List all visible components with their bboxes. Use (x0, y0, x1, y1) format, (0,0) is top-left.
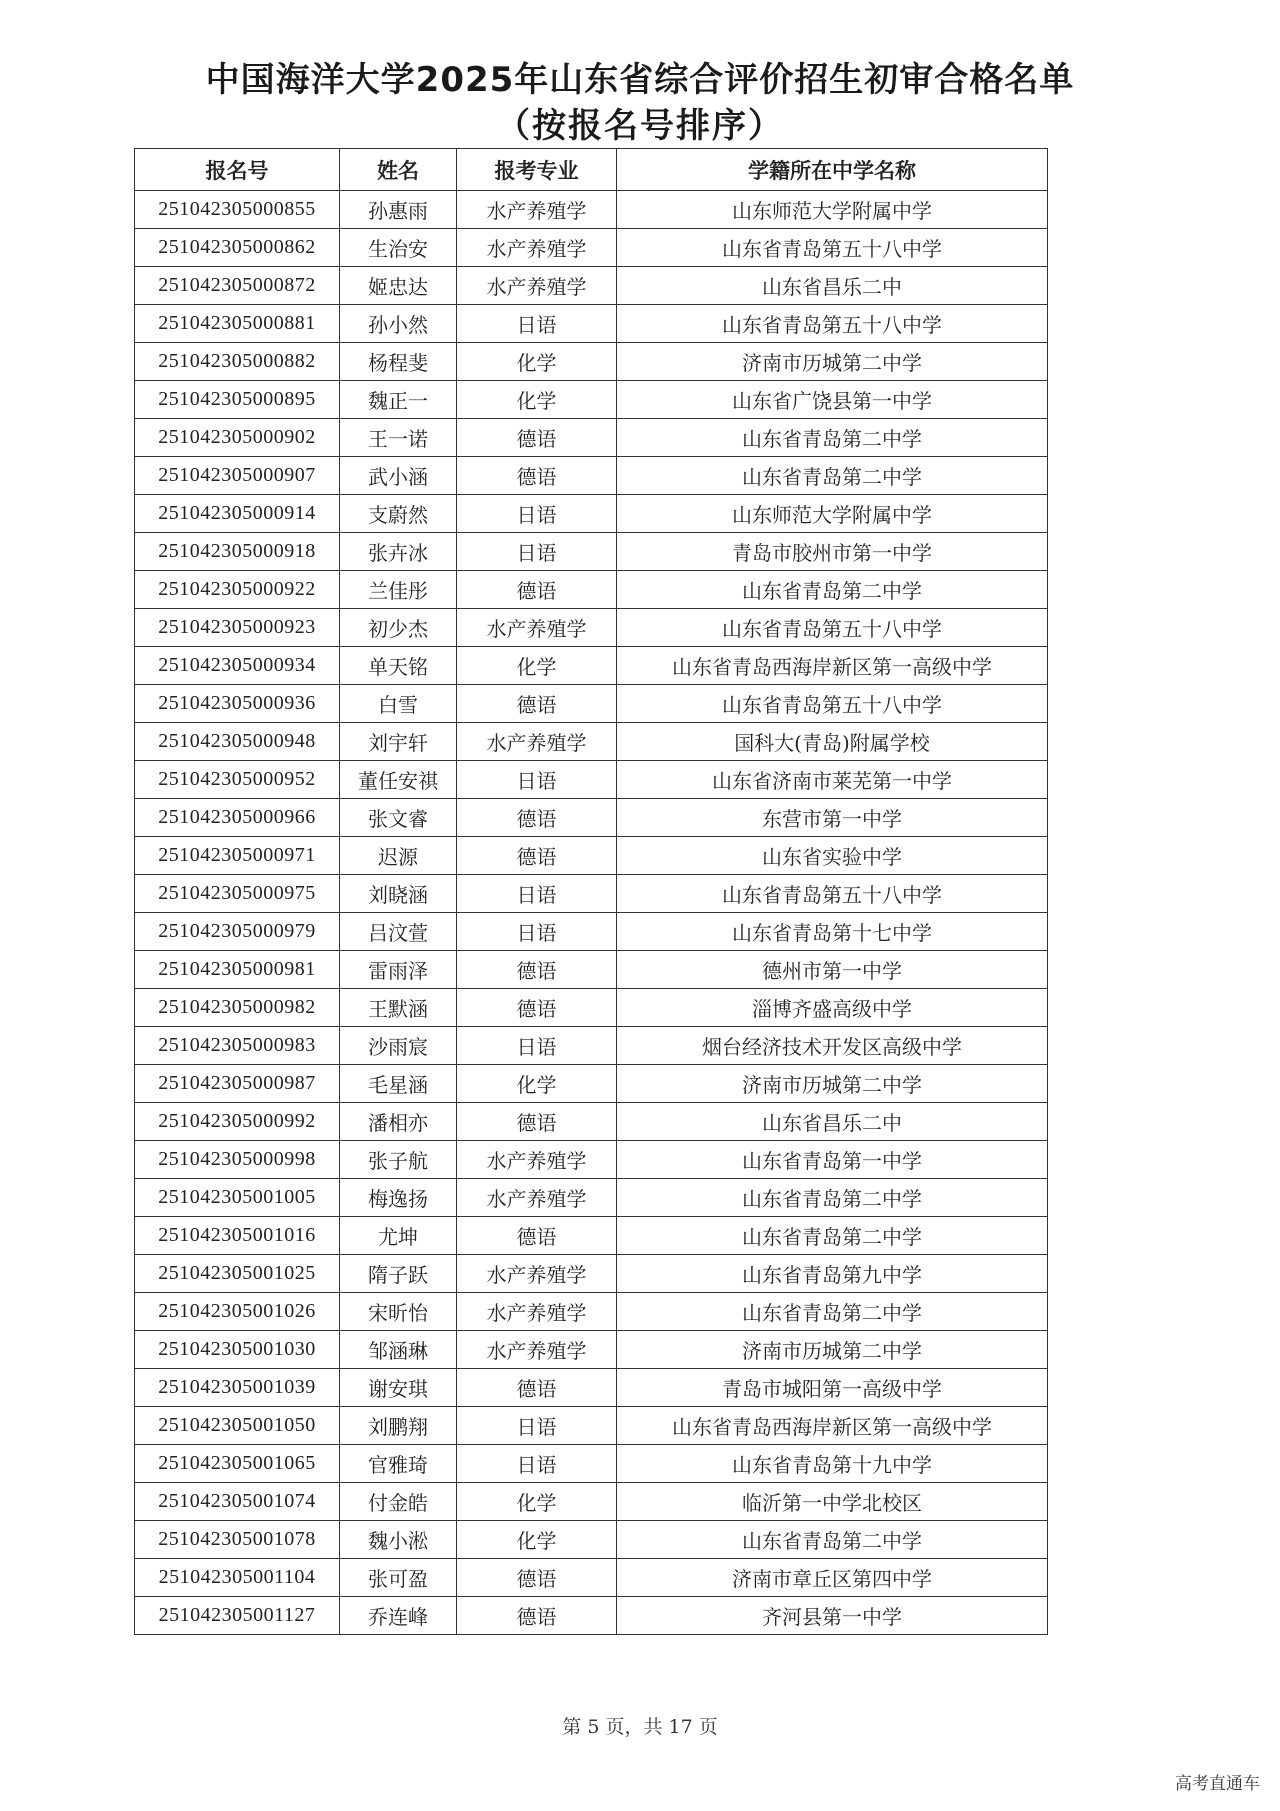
name-cell: 邹涵琳 (340, 1331, 457, 1369)
name-cell: 张子航 (340, 1141, 457, 1179)
registration-number-cell: 251042305001127 (135, 1597, 340, 1635)
name-cell: 兰佳彤 (340, 571, 457, 609)
major-cell: 化学 (457, 381, 617, 419)
table-row (135, 1483, 1048, 1521)
table-row (135, 267, 1048, 305)
school-cell: 济南市章丘区第四中学 (617, 1559, 1048, 1597)
table-row (135, 799, 1048, 837)
name-cell: 尤坤 (340, 1217, 457, 1255)
table-row (135, 457, 1048, 495)
school-cell: 齐河县第一中学 (617, 1597, 1048, 1635)
name-cell: 宋昕怡 (340, 1293, 457, 1331)
school-cell: 山东省青岛第九中学 (617, 1255, 1048, 1293)
table-row (135, 609, 1048, 647)
registration-number-cell: 251042305000923 (135, 609, 340, 647)
registration-number-cell: 251042305001039 (135, 1369, 340, 1407)
name-cell: 吕汶萱 (340, 913, 457, 951)
table-row (135, 1293, 1048, 1331)
table-row (135, 685, 1048, 723)
school-cell: 山东师范大学附属中学 (617, 495, 1048, 533)
name-cell: 孙惠雨 (340, 191, 457, 229)
major-cell: 德语 (457, 457, 617, 495)
school-cell: 山东省青岛第二中学 (617, 1217, 1048, 1255)
major-cell: 化学 (457, 647, 617, 685)
school-cell: 山东省青岛第二中学 (617, 1521, 1048, 1559)
school-cell: 山东省青岛第二中学 (617, 419, 1048, 457)
major-cell: 德语 (457, 1103, 617, 1141)
major-cell: 德语 (457, 989, 617, 1027)
table-row (135, 1521, 1048, 1559)
table-row (135, 1179, 1048, 1217)
major-cell: 日语 (457, 495, 617, 533)
registration-number-cell: 251042305001074 (135, 1483, 340, 1521)
name-cell: 梅逸扬 (340, 1179, 457, 1217)
school-cell: 山东省青岛西海岸新区第一高级中学 (617, 1407, 1048, 1445)
name-cell: 谢安琪 (340, 1369, 457, 1407)
major-cell: 德语 (457, 837, 617, 875)
table-row (135, 913, 1048, 951)
school-cell: 德州市第一中学 (617, 951, 1048, 989)
registration-number-cell: 251042305000987 (135, 1065, 340, 1103)
registration-number-cell: 251042305000966 (135, 799, 340, 837)
registration-number-cell: 251042305000983 (135, 1027, 340, 1065)
name-cell: 雷雨泽 (340, 951, 457, 989)
school-cell: 山东省青岛第二中学 (617, 1179, 1048, 1217)
school-cell: 山东省青岛西海岸新区第一高级中学 (617, 647, 1048, 685)
name-cell: 刘宇轩 (340, 723, 457, 761)
major-cell: 日语 (457, 533, 617, 571)
name-cell: 张文睿 (340, 799, 457, 837)
table-row (135, 761, 1048, 799)
registration-number-cell: 251042305000979 (135, 913, 340, 951)
registration-number-cell: 251042305000895 (135, 381, 340, 419)
school-cell: 济南市历城第二中学 (617, 1331, 1048, 1369)
column-header-major: 报考专业 (457, 149, 617, 191)
school-cell: 济南市历城第二中学 (617, 1065, 1048, 1103)
table-body (135, 191, 1048, 1635)
school-cell: 山东省青岛第五十八中学 (617, 685, 1048, 723)
major-cell: 水产养殖学 (457, 191, 617, 229)
major-cell: 德语 (457, 1597, 617, 1635)
registration-number-cell: 251042305000981 (135, 951, 340, 989)
name-cell: 武小涵 (340, 457, 457, 495)
table-row (135, 1027, 1048, 1065)
table-row (135, 1445, 1048, 1483)
major-cell: 德语 (457, 419, 617, 457)
school-cell: 山东省广饶县第一中学 (617, 381, 1048, 419)
table-row (135, 571, 1048, 609)
table-row (135, 191, 1048, 229)
name-cell: 刘晓涵 (340, 875, 457, 913)
major-cell: 德语 (457, 685, 617, 723)
column-header-registration-number: 报名号 (135, 149, 340, 191)
table-row (135, 1559, 1048, 1597)
table-row (135, 951, 1048, 989)
table-row (135, 1597, 1048, 1635)
registration-number-cell: 251042305000982 (135, 989, 340, 1027)
name-cell: 生治安 (340, 229, 457, 267)
registration-number-cell: 251042305001078 (135, 1521, 340, 1559)
table-row (135, 1103, 1048, 1141)
registration-number-cell: 251042305001104 (135, 1559, 340, 1597)
name-cell: 迟源 (340, 837, 457, 875)
name-cell: 官雅琦 (340, 1445, 457, 1483)
table-row (135, 1407, 1048, 1445)
school-cell: 山东省青岛第五十八中学 (617, 609, 1048, 647)
name-cell: 杨程斐 (340, 343, 457, 381)
major-cell: 德语 (457, 799, 617, 837)
table-row (135, 1217, 1048, 1255)
name-cell: 潘相亦 (340, 1103, 457, 1141)
table-row (135, 381, 1048, 419)
table-row (135, 1255, 1048, 1293)
name-cell: 魏正一 (340, 381, 457, 419)
major-cell: 日语 (457, 1027, 617, 1065)
name-cell: 隋子跃 (340, 1255, 457, 1293)
major-cell: 日语 (457, 1407, 617, 1445)
school-cell: 山东省青岛第五十八中学 (617, 229, 1048, 267)
registration-number-cell: 251042305001050 (135, 1407, 340, 1445)
school-cell: 淄博齐盛高级中学 (617, 989, 1048, 1027)
registration-number-cell: 251042305000907 (135, 457, 340, 495)
name-cell: 王一诺 (340, 419, 457, 457)
major-cell: 水产养殖学 (457, 609, 617, 647)
column-header-school: 学籍所在中学名称 (617, 149, 1048, 191)
name-cell: 支蔚然 (340, 495, 457, 533)
major-cell: 日语 (457, 875, 617, 913)
major-cell: 水产养殖学 (457, 1293, 617, 1331)
major-cell: 水产养殖学 (457, 267, 617, 305)
major-cell: 日语 (457, 913, 617, 951)
table-row (135, 1141, 1048, 1179)
name-cell: 毛星涵 (340, 1065, 457, 1103)
major-cell: 日语 (457, 761, 617, 799)
name-cell: 刘鹏翔 (340, 1407, 457, 1445)
registration-number-cell: 251042305000914 (135, 495, 340, 533)
school-cell: 山东省青岛第二中学 (617, 1293, 1048, 1331)
registration-number-cell: 251042305001005 (135, 1179, 340, 1217)
watermark-text: 高考直通车 (1175, 1774, 1260, 1794)
table-row (135, 989, 1048, 1027)
name-cell: 沙雨宸 (340, 1027, 457, 1065)
table-row (135, 419, 1048, 457)
registration-number-cell: 251042305000882 (135, 343, 340, 381)
school-cell: 山东省青岛第五十八中学 (617, 305, 1048, 343)
table-row (135, 837, 1048, 875)
registration-number-cell: 251042305001065 (135, 1445, 340, 1483)
school-cell: 山东省实验中学 (617, 837, 1048, 875)
name-cell: 白雪 (340, 685, 457, 723)
school-cell: 山东省青岛第二中学 (617, 571, 1048, 609)
school-cell: 山东省青岛第十九中学 (617, 1445, 1048, 1483)
school-cell: 山东省青岛第十七中学 (617, 913, 1048, 951)
name-cell: 付金皓 (340, 1483, 457, 1521)
school-cell: 青岛市城阳第一高级中学 (617, 1369, 1048, 1407)
name-cell: 初少杰 (340, 609, 457, 647)
school-cell: 山东省济南市莱芜第一中学 (617, 761, 1048, 799)
registration-number-cell: 251042305000934 (135, 647, 340, 685)
registration-number-cell: 251042305000862 (135, 229, 340, 267)
name-cell: 姬忠达 (340, 267, 457, 305)
major-cell: 德语 (457, 951, 617, 989)
page-number: 第 5 页，共 17 页 (562, 1716, 718, 1738)
registration-number-cell: 251042305001030 (135, 1331, 340, 1369)
registration-number-cell: 251042305000975 (135, 875, 340, 913)
document-title: 中国海洋大学2025年山东省综合评价招生初审合格名单 (205, 60, 1075, 100)
major-cell: 水产养殖学 (457, 723, 617, 761)
table-row (135, 1331, 1048, 1369)
major-cell: 水产养殖学 (457, 1255, 617, 1293)
major-cell: 水产养殖学 (457, 1179, 617, 1217)
name-cell: 孙小然 (340, 305, 457, 343)
school-cell: 山东省青岛第五十八中学 (617, 875, 1048, 913)
school-cell: 东营市第一中学 (617, 799, 1048, 837)
registration-number-cell: 251042305001016 (135, 1217, 340, 1255)
major-cell: 化学 (457, 343, 617, 381)
name-cell: 张卉冰 (340, 533, 457, 571)
table-row (135, 1369, 1048, 1407)
school-cell: 济南市历城第二中学 (617, 343, 1048, 381)
table-row (135, 343, 1048, 381)
school-cell: 山东省青岛第一中学 (617, 1141, 1048, 1179)
table-row (135, 1065, 1048, 1103)
name-cell: 魏小淞 (340, 1521, 457, 1559)
table-row (135, 533, 1048, 571)
major-cell: 日语 (457, 305, 617, 343)
registration-number-cell: 251042305000918 (135, 533, 340, 571)
table-row (135, 647, 1048, 685)
major-cell: 日语 (457, 1445, 617, 1483)
major-cell: 化学 (457, 1065, 617, 1103)
major-cell: 德语 (457, 1217, 617, 1255)
major-cell: 水产养殖学 (457, 1331, 617, 1369)
registration-number-cell: 251042305000992 (135, 1103, 340, 1141)
major-cell: 德语 (457, 1559, 617, 1597)
school-cell: 山东省青岛第二中学 (617, 457, 1048, 495)
major-cell: 德语 (457, 1369, 617, 1407)
school-cell: 山东师范大学附属中学 (617, 191, 1048, 229)
major-cell: 化学 (457, 1521, 617, 1559)
major-cell: 水产养殖学 (457, 229, 617, 267)
school-cell: 国科大(青岛)附属学校 (617, 723, 1048, 761)
major-cell: 水产养殖学 (457, 1141, 617, 1179)
registration-number-cell: 251042305001025 (135, 1255, 340, 1293)
school-cell: 山东省昌乐二中 (617, 1103, 1048, 1141)
registration-number-cell: 251042305000872 (135, 267, 340, 305)
table-row (135, 305, 1048, 343)
admission-list-table (134, 148, 1048, 1635)
major-cell: 德语 (457, 571, 617, 609)
name-cell: 乔连峰 (340, 1597, 457, 1635)
major-cell: 化学 (457, 1483, 617, 1521)
registration-number-cell: 251042305000948 (135, 723, 340, 761)
name-cell: 王默涵 (340, 989, 457, 1027)
registration-number-cell: 251042305000922 (135, 571, 340, 609)
registration-number-cell: 251042305000881 (135, 305, 340, 343)
registration-number-cell: 251042305000971 (135, 837, 340, 875)
table-row (135, 229, 1048, 267)
school-cell: 临沂第一中学北校区 (617, 1483, 1048, 1521)
table-row (135, 723, 1048, 761)
registration-number-cell: 251042305000998 (135, 1141, 340, 1179)
registration-number-cell: 251042305001026 (135, 1293, 340, 1331)
name-cell: 张可盈 (340, 1559, 457, 1597)
registration-number-cell: 251042305000936 (135, 685, 340, 723)
school-cell: 烟台经济技术开发区高级中学 (617, 1027, 1048, 1065)
name-cell: 单天铭 (340, 647, 457, 685)
table-header-row (135, 149, 1048, 191)
registration-number-cell: 251042305000952 (135, 761, 340, 799)
table-row (135, 495, 1048, 533)
column-header-name: 姓名 (340, 149, 457, 191)
school-cell: 山东省昌乐二中 (617, 267, 1048, 305)
document-subtitle: （按报名号排序） (496, 106, 784, 146)
name-cell: 董任安祺 (340, 761, 457, 799)
school-cell: 青岛市胶州市第一中学 (617, 533, 1048, 571)
registration-number-cell: 251042305000855 (135, 191, 340, 229)
table-row (135, 875, 1048, 913)
registration-number-cell: 251042305000902 (135, 419, 340, 457)
